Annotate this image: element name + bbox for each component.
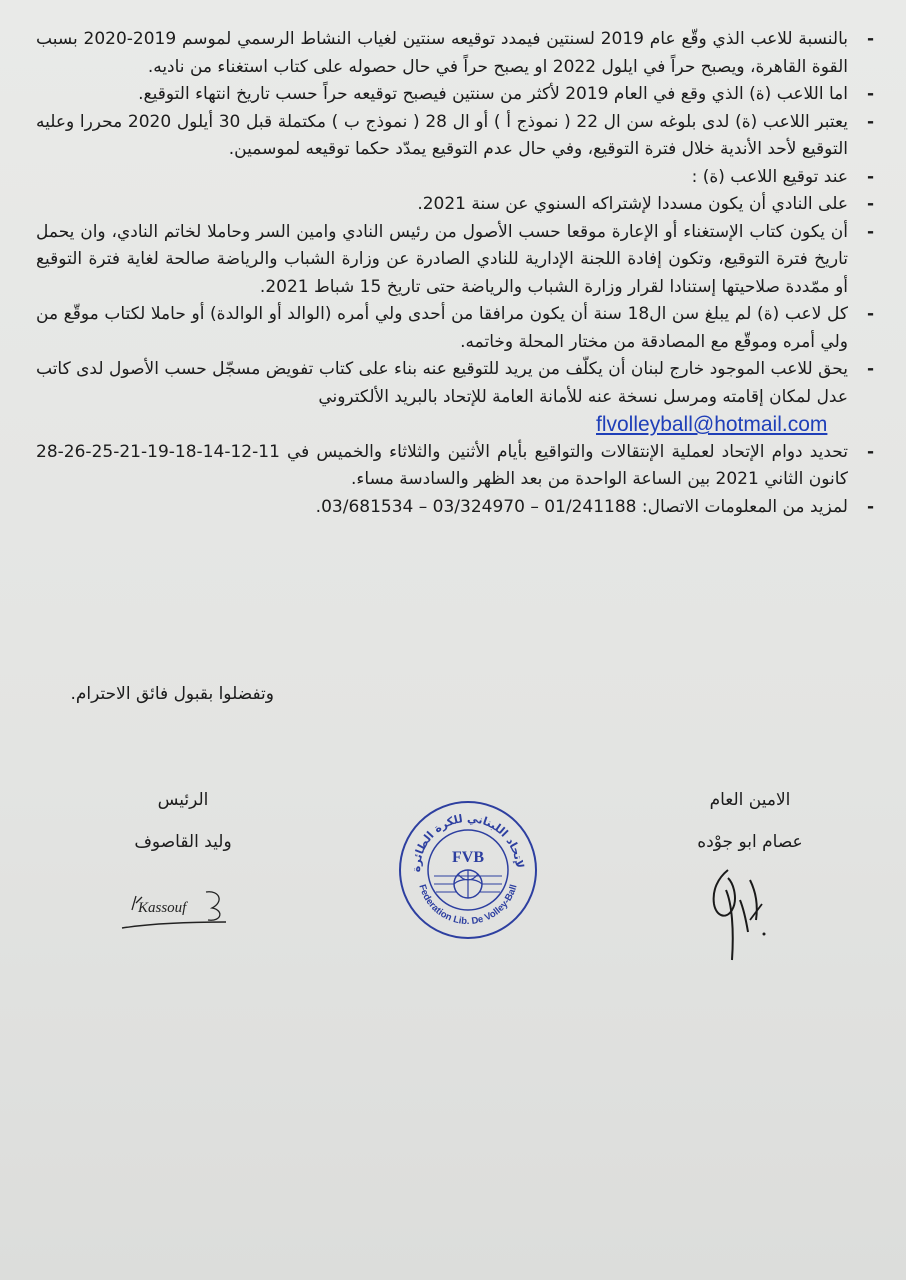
svg-text:FVB: FVB [452,849,484,866]
bullet: - [866,359,874,379]
bullet: - [866,496,874,517]
federation-stamp-icon [396,798,540,942]
bullet: - [866,221,874,242]
paragraph-text: بالنسبة للاعب الذي وقّع عام 2019 لسنتين فيمدد توقيعه سنتين لغياب النشاط الرسمي لموسم 2019-2020 بسبب القوة القاهرة، ويصبح حراً في ايلول 2022 او يصبح حراً في حال حصوله على كتاب استغناء من ناديه. [36,29,849,77]
president-name: وليد القاصوف [134,832,232,852]
secretary-general-signature-icon [698,860,778,970]
paragraph-item [36,81,878,109]
svg-text:الإتحاد اللبناني للكرة الطائرة: لإتحاد اللبناني للكرة الطائرة [409,811,527,873]
paragraph-text: كل لاعب (ة) لم يبلغ سن ال18 سنة أن يكون مرافقا من أحدى ولي أمره (الوالد أو الوالدة) أو حاملا لكتاب موقّع من ولي أمره وموقّع مع المصادقة من مختار المحلة وخاتمه. [36,304,849,352]
bullet: - [866,194,874,214]
secretary-general-name: عصام ابو جوْده [697,832,803,852]
secretary-general-signature-block [670,790,830,852]
closing-line: وتفضلوا بقبول فائق الاحترام. [70,684,274,704]
president-title: الرئيس [157,790,209,810]
paragraph-item [36,494,878,522]
svg-text:Kassouf: Kassouf [138,900,187,916]
paragraph-item [36,191,878,219]
bullet: - [866,84,874,104]
email-link[interactable]: flvolleyball@hotmail.com [596,413,828,436]
president-signature-block [118,790,248,852]
document-body [36,26,878,521]
bullet: - [866,29,874,49]
bullet: - [866,111,874,132]
paragraph-text: اما اللاعب (ة) الذي وقع في العام 2019 لأكثر من سنتين فيصبح توقيعه حراً حسب تاريخ انتهاء التوقيع. [138,84,848,104]
paragraph-item [36,164,878,192]
paragraph-item [36,439,878,494]
svg-text:Federation Lib. De Volley-Ball: Federation Lib. De Volley-Ball [416,883,520,928]
paragraph-text: تحديد دوام الإتحاد لعملية الإنتقالات والتواقيع بأيام الأثنين والثلاثاء والخميس في 11-12-14-18-19-21-25-26-28 كانون الثاني 2021 بين الساعة الواحدة من بعد الظهر والسادسة مساء. [36,441,848,489]
bullet: - [866,166,874,187]
paragraph-text: على النادي أن يكون مسددا لإشتراكه السنوي عن سنة 2021. [417,194,848,214]
president-signature-icon [118,882,238,942]
bullet: - [866,304,874,324]
paragraph-item [36,26,878,81]
paragraph-item [36,301,878,356]
paragraph-item [36,356,878,439]
secretary-general-title: الامين العام [709,790,791,810]
paragraph-text: أن يكون كتاب الإستغناء أو الإعارة موقعا حسب الأصول من رئيس النادي وامين السر وحاملا لخاتم النادي، وان يحمل تاريخ فترة التوقيع، وتكون إفادة اللجنة الإدارية للنادي الصادرة عن وزارة الشباب والرياضة صالحة لغاية فترة التوقيع أو ممّددة صلاحيتها إستنادا لقرار وزارة الشباب والرياضة حتى تاريخ 15 شباط 2021. [36,221,848,297]
paragraph-text: يعتبر اللاعب (ة) لدى بلوغه سن ال 22 ( نموذج أ ) أو ال 28 ( نموذج ب ) مكتملة قبل 30 أيلول 2020 محررا وعليه التوقيع لأحد الأندية خلال فترة التوقيع، وفي حال عدم التوقيع يمدّد حكما توقيعه لموسمين. [36,111,848,159]
paragraph-text: يحق للاعب الموجود خارج لبنان أن يكلّف من يريد للتوقيع عنه بناء على كتاب تفويض مسجّل حسب الأصول لدى كاتب عدل لمكان إقامته ومرسل نسخة عنه للأمانة العامة للإتحاد بالبريد الألكتروني [36,359,848,407]
paragraph-text: عند توقيع اللاعب (ة) : [691,166,848,187]
paragraph-text: لمزيد من المعلومات الاتصال: 01/241188 – 03/324970 – 03/681534. [315,496,848,517]
bullet: - [866,441,874,462]
paragraph-item [36,109,878,164]
paragraph-item [36,219,878,302]
